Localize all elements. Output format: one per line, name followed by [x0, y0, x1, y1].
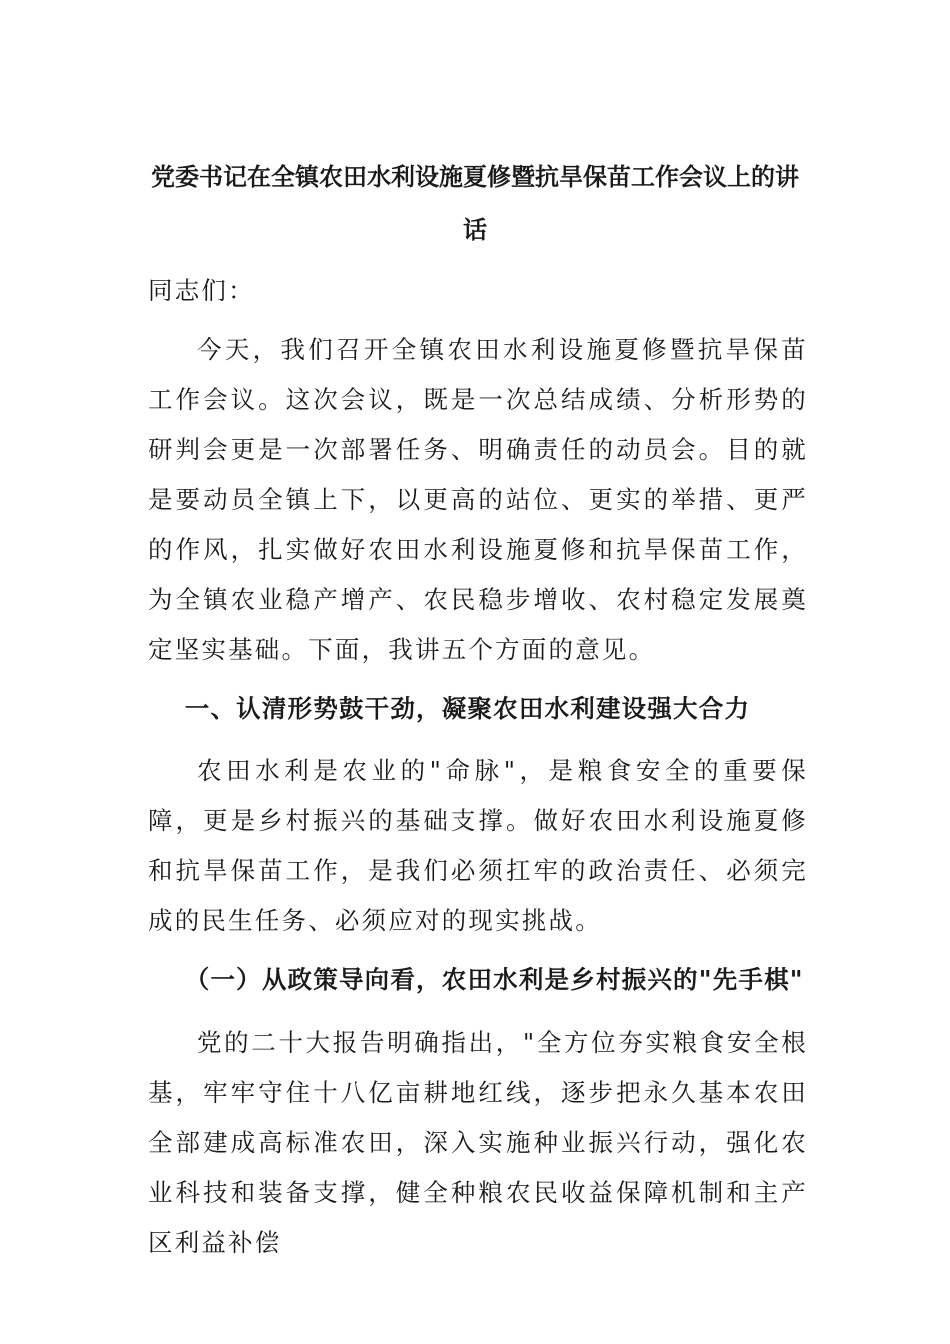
section-1-paragraph: 农田水利是农业的"命脉"，是粮食安全的重要保障，更是乡村振兴的基础支撑。做好农田水利设施夏修和抗旱保苗工作，是我们必须扛牢的政治责任、必须完成的民生任务、必须应对的现实挑战。: [148, 756, 808, 935]
salutation: 同志们：: [148, 276, 255, 305]
subsection-1-paragraph: 党的二十大报告明确指出，"全方位夯实粮食安全根基，牢牢守住十八亿亩耕地红线，逐步把永久基本农田全部建成高标准农田，深入实施种业振兴行动，强化农业科技和装备支撑，健全种粮农民收益保障机制和主产区利益补偿: [148, 1028, 808, 1257]
intro-paragraph: 今天，我们召开全镇农田水利设施夏修暨抗旱保苗工作会议。这次会议，既是一次总结成绩、分析形势的研判会更是一次部署任务、明确责任的动员会。目的就是要动员全镇上下，以更高的站位、更实的举措、更严的作风，扎实做好农田水利设施夏修和抗旱保苗工作，为全镇农业稳产增产、农民稳步增收、农村稳定发展奠定坚实基础。下面，我讲五个方面的意见。: [148, 335, 808, 664]
subsection-1-heading: （一）从政策导向看，农田水利是乡村振兴的"先手棋": [184, 965, 804, 994]
section-1-heading: 一、认清形势鼓干劲，凝聚农田水利建设强大合力: [184, 694, 751, 723]
document-title: 党委书记在全镇农田水利设施夏修暨抗旱保苗工作会议上的讲话: [151, 162, 799, 244]
